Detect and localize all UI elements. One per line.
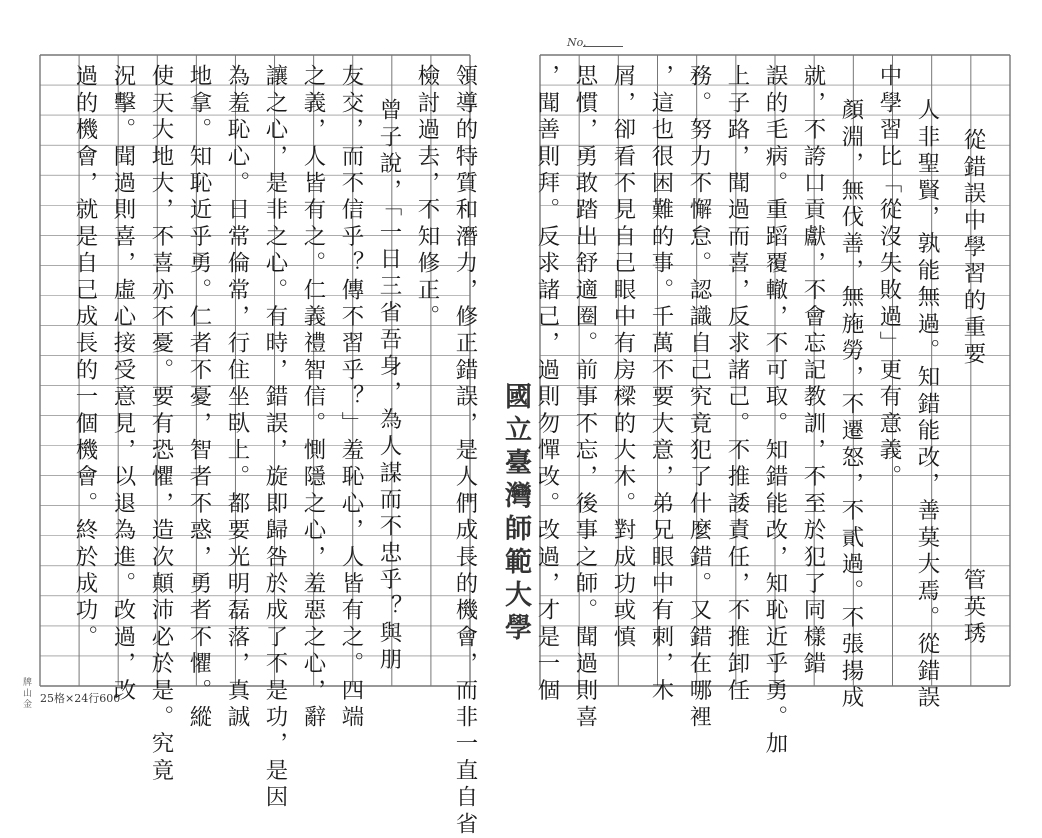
maker-mark-char: 牌 [21, 677, 31, 686]
essay-column: 況擊。聞過則喜，虛心接受意見，以退為進。改過，改 [110, 64, 136, 705]
essay-column: 為羞恥心。日常倫常，行住坐臥上。都要光明磊落，真誠 [224, 64, 250, 732]
university-stamp: 國立臺灣師範大學 [500, 382, 531, 646]
essay-column: 領導的特質和潛力，修正錯誤，是人們成長的機會，而非一直自省 [452, 64, 478, 838]
essay-column: 屑，卻看不見自己眼中有房樑的大木。對成功或慎 [610, 64, 636, 652]
page-number-label: No. [567, 36, 587, 49]
essay-column: 讓之心，是非之心。有時，錯誤，旋即歸咎於成了不是功，是因 [262, 64, 288, 812]
essay-column: 顏淵，無伐善，無施勞，不遷怒，不貳過。不張揚成 [838, 98, 864, 713]
essay-column: 使天大地大，不喜亦不憂。要有恐懼，造次顛沛必於是。究竟 [148, 64, 174, 785]
essay-column: 友交，而不信乎？傳不習乎？」羞恥心，人皆有之。四端 [338, 64, 364, 732]
essay-column: 中學習比「從沒失敗過」更有意義。 [876, 64, 902, 492]
paper-spec: 25格×24行600 [40, 692, 121, 705]
essay-column: 曾子說，「一日三省吾身，為人謀而不忠乎？與朋 [376, 98, 402, 675]
essay-column: 誤的毛病。重蹈覆轍，不可取。知錯能改，知恥近乎勇。加 [762, 64, 788, 759]
essay-column: 檢討過去，不知修正。 [414, 64, 440, 331]
page-number-line [583, 46, 623, 47]
essay-column: 就，不誇口貢獻，不會忘記教訓，不至於犯了同樣錯 [800, 64, 826, 679]
essay-column: 之義，人皆有之。仁義禮智信。惻隱之心，羞惡之心，辭 [300, 64, 326, 732]
maker-mark-char: 金 [21, 699, 31, 708]
maker-mark-char: 山 [21, 688, 31, 697]
essay-column: 思慣，勇敢踏出舒適圈。前事不忘，後事之師。聞過則喜 [572, 64, 598, 732]
essay-column: 上子路，聞過而喜，反求諸己。不推諉責任，不推卸任 [724, 64, 750, 705]
essay-column: 人非聖賢，孰能無過。知錯能改，善莫大焉。從錯誤 [914, 98, 940, 713]
maker-mark [20, 648, 33, 708]
essay-column: ，這也很困難的事。千萬不要大意，弟兄眼中有刺，木 [648, 64, 674, 705]
essay-column: 過的機會，就是自己成長的一個機會。終於成功。 [72, 64, 98, 652]
essay-column: ，聞善則拜。反求諸己，過則勿憚改。改過，才是一個 [534, 64, 560, 705]
essay-column: 從錯誤中學習的重要 [960, 128, 986, 369]
author-name: 管英琇 [960, 568, 986, 649]
essay-column: 地拿。知恥近乎勇。仁者不憂，智者不惑，勇者不懼。縱 [186, 64, 212, 732]
essay-column: 務。努力不懈怠。認識自己究竟犯了什麼錯。又錯在哪裡 [686, 64, 712, 732]
